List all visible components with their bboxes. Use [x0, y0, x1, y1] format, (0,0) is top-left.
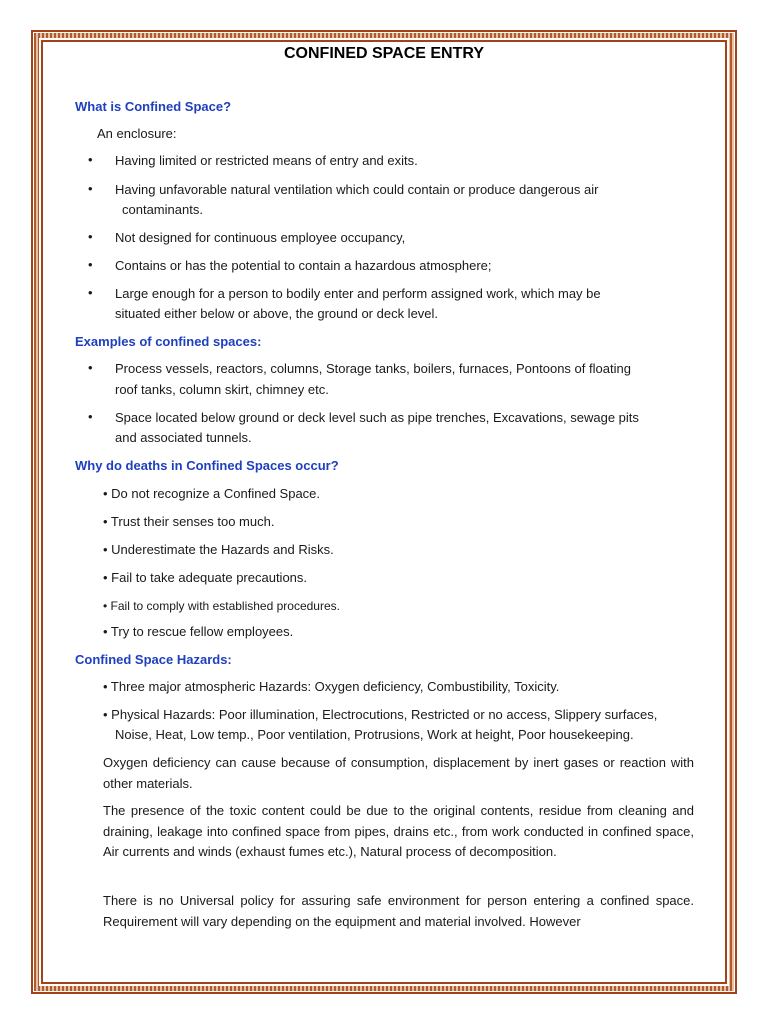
list-item: • Underestimate the Hazards and Risks. — [103, 542, 334, 557]
list-item-continuation: and associated tunnels. — [115, 430, 252, 445]
bullet-marker: • — [88, 360, 93, 375]
list-item-continuation: situated either below or above, the ground or deck level. — [115, 306, 439, 321]
list-item: • Trust their senses too much. — [103, 514, 275, 529]
list-item: Not designed for continuous employee occupancy, — [115, 230, 406, 245]
bullet-marker: • — [88, 181, 93, 196]
list-item: Large enough for a person to bodily enter and perform assigned work, which may be — [115, 286, 601, 301]
list-item: • Fail to take adequate precautions. — [103, 570, 308, 585]
section-heading-hazards: Confined Space Hazards: — [75, 652, 232, 667]
list-item: • Do not recognize a Confined Space. — [103, 486, 321, 501]
bullet-marker: • — [88, 152, 93, 167]
list-item-continuation: roof tanks, column skirt, chimney etc. — [115, 382, 329, 397]
bullet-marker: • — [88, 409, 93, 424]
bullet-marker: • — [88, 257, 93, 272]
list-item: Having limited or restricted means of entry and exits. — [115, 153, 418, 168]
section-heading-examples: Examples of confined spaces: — [75, 334, 262, 349]
list-item-continuation: contaminants. — [122, 202, 203, 217]
page-title: CONFINED SPACE ENTRY — [283, 45, 484, 62]
section-heading-what-is: What is Confined Space? — [75, 99, 232, 114]
list-item: • Physical Hazards: Poor illumination, Electrocutions, Restricted or no access, Slippery surfaces, — [103, 707, 658, 722]
paragraph-universal-policy: There is no Universal policy for assuring safe environment for person entering a confined space. Requirement will vary depending on the equipment and material involved. However — [103, 893, 694, 929]
list-item: • Three major atmospheric Hazards: Oxygen deficiency, Combustibility, Toxicity. — [103, 679, 560, 694]
list-item: Contains or has the potential to contain a hazardous atmosphere; — [115, 258, 492, 273]
bullet-marker: • — [88, 229, 93, 244]
list-item: Having unfavorable natural ventilation which could contain or produce dangerous air — [115, 182, 599, 197]
intro-text: An enclosure: — [97, 126, 177, 141]
list-item: • Fail to comply with established procedures. — [103, 599, 340, 613]
bullet-marker: • — [88, 285, 93, 300]
section-heading-why-deaths: Why do deaths in Confined Spaces occur? — [75, 458, 339, 473]
paragraph-toxic-content: The presence of the toxic content could be due to the original contents, residue from cleaning and draining, leakage into confined space from pipes, drains etc., from work conducted in confined space, Air currents and winds (exhaust fumes etc.), Natural process of decomposition. — [103, 803, 694, 859]
list-item: Space located below ground or deck level such as pipe trenches, Excavations, sewage pits — [115, 410, 639, 425]
list-item: • Try to rescue fellow employees. — [103, 624, 294, 639]
list-item: Process vessels, reactors, columns, Storage tanks, boilers, furnaces, Pontoons of floating — [115, 361, 631, 376]
paragraph-oxygen-deficiency: Oxygen deficiency can cause because of consumption, displacement by inert gases or reaction with other materials. — [103, 755, 694, 791]
list-item-continuation: Noise, Heat, Low temp., Poor ventilation, Protrusions, Work at height, Poor housekeeping. — [115, 727, 634, 742]
